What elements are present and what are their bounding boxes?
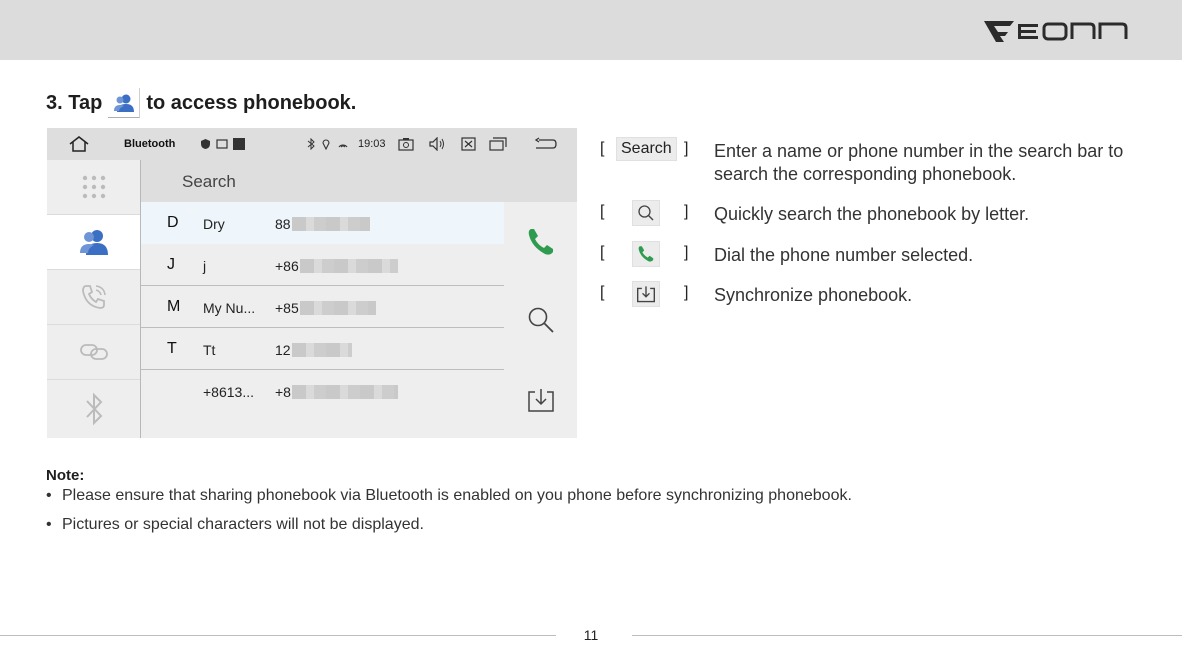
legend-description: Enter a name or phone number in the search bar to search the corresponding phonebook. (714, 141, 1124, 184)
contact-row[interactable] (141, 244, 504, 286)
dial-button[interactable] (504, 222, 577, 262)
index-letter: J (167, 256, 175, 273)
search-icon (632, 200, 660, 226)
letter-search-button[interactable] (504, 300, 577, 340)
index-letter: T (167, 340, 177, 357)
note-item: • Pictures or special characters will not be displayed. (46, 516, 424, 533)
eonon-logo (982, 18, 1134, 44)
close-app-icon[interactable] (459, 136, 477, 152)
status-bar (47, 128, 577, 160)
sidebar-item-link[interactable] (47, 325, 140, 380)
signal-icon (337, 136, 349, 152)
contact-row[interactable] (141, 202, 504, 244)
sidebar-item-dialpad[interactable] (47, 160, 140, 215)
download-icon (527, 387, 555, 413)
contact-name: My Nu... (203, 300, 256, 316)
sidebar-item-contacts[interactable] (47, 215, 140, 270)
legend-description: Synchronize phonebook. (714, 285, 913, 305)
page-number: 11 (583, 627, 599, 643)
action-column (504, 202, 577, 438)
stop-icon (232, 136, 245, 152)
heading-suffix: to access phonebook. (146, 91, 357, 114)
call-log-icon (80, 283, 108, 311)
sidebar-item-call-log[interactable] (47, 270, 140, 325)
footer-rule-right (632, 635, 1182, 636)
search-bar[interactable] (141, 160, 577, 202)
page-header (0, 0, 1182, 60)
phonebook-screen (47, 128, 577, 438)
legend-description: Quickly search the phonebook by letter. (714, 204, 1030, 224)
download-icon (632, 281, 660, 307)
card-icon (215, 136, 228, 152)
recent-apps-icon[interactable] (488, 136, 508, 152)
camera-icon[interactable] (397, 136, 415, 152)
search-placeholder: Search (182, 172, 236, 191)
status-time: 19:03 (358, 138, 386, 150)
sidebar (47, 160, 141, 438)
location-icon (321, 136, 331, 152)
contacts-icon (79, 228, 109, 256)
index-letter: D (167, 214, 179, 231)
sidebar-item-bluetooth[interactable] (47, 380, 140, 438)
contact-name: Tt (203, 342, 216, 358)
contact-number: +86 (275, 258, 398, 274)
contact-row[interactable] (141, 286, 504, 328)
contact-name: Dry (203, 216, 225, 232)
contact-list (141, 202, 504, 438)
shield-icon (199, 136, 211, 152)
note-item: • Please ensure that sharing phonebook via Bluetooth is enabled on you phone before synchronizing phonebook. (46, 487, 852, 504)
contact-name: j (203, 258, 207, 274)
contact-name: +8613... (203, 384, 254, 400)
back-icon[interactable] (533, 136, 559, 152)
link-icon (79, 341, 109, 363)
phone-icon (526, 227, 556, 257)
bluetooth-status-icon (306, 136, 316, 152)
search-icon (527, 306, 555, 334)
phone-icon (632, 241, 660, 267)
contact-number: +8 (275, 384, 398, 400)
contact-number: +85 (275, 300, 376, 316)
contact-row[interactable] (141, 370, 504, 412)
heading-prefix: 3. Tap (46, 91, 103, 114)
volume-icon[interactable] (427, 136, 447, 152)
contact-row[interactable] (141, 328, 504, 370)
note-title: Note: (46, 467, 85, 484)
contacts-icon (108, 88, 140, 118)
footer-rule-left (0, 635, 556, 636)
legend-description: Dial the phone number selected. (714, 245, 974, 265)
status-title: Bluetooth (124, 138, 176, 150)
dialpad-icon (80, 174, 108, 200)
bluetooth-icon (84, 392, 104, 426)
section-heading (46, 88, 356, 118)
contact-number: 88 (275, 216, 370, 232)
search-key: Search (616, 137, 677, 161)
home-icon[interactable] (67, 136, 91, 152)
index-letter: M (167, 298, 181, 315)
contact-number: 12 (275, 342, 352, 358)
sync-button[interactable] (504, 380, 577, 420)
